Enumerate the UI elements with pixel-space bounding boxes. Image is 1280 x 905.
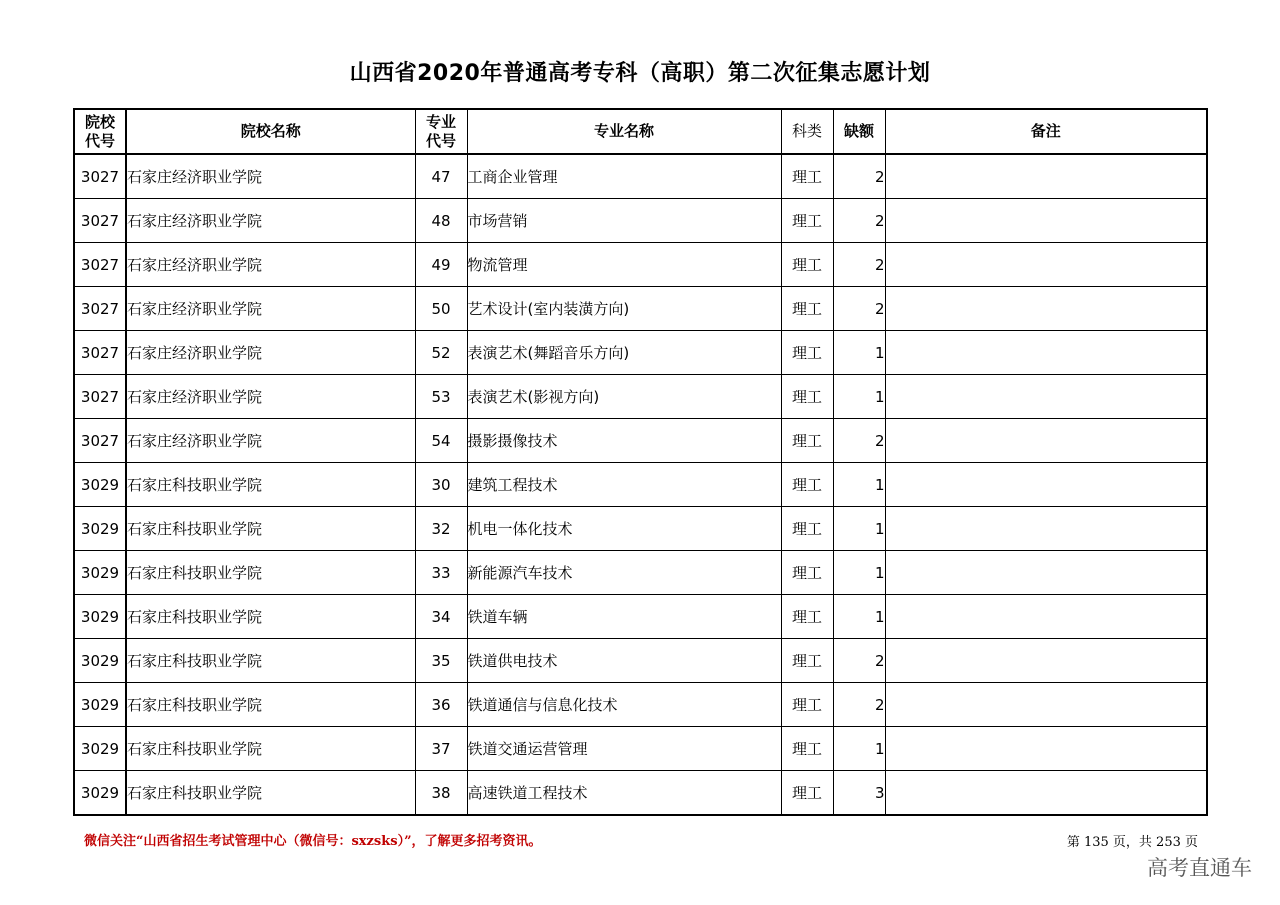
major-name-cell: 摄影摄像技术 xyxy=(467,419,781,463)
remarks-cell xyxy=(885,331,1207,375)
major-name-cell: 铁道车辆 xyxy=(467,595,781,639)
major-name-cell: 物流管理 xyxy=(467,243,781,287)
school-code-cell: 3027 xyxy=(74,243,126,287)
major-code-cell: 53 xyxy=(415,375,467,419)
remarks-cell xyxy=(885,154,1207,199)
table-row xyxy=(74,287,1207,331)
remarks-cell xyxy=(885,243,1207,287)
category-cell: 理工 xyxy=(781,771,833,816)
table-header xyxy=(74,109,1207,154)
school-name-cell: 石家庄经济职业学院 xyxy=(126,243,415,287)
school-name-cell: 石家庄科技职业学院 xyxy=(126,683,415,727)
major-name-cell: 机电一体化技术 xyxy=(467,507,781,551)
footer-wechat-note: 微信关注“山西省招生考试管理中心（微信号：sxzsks）”，了解更多招考资讯。 xyxy=(84,834,542,849)
remarks-cell xyxy=(885,463,1207,507)
category-cell: 理工 xyxy=(781,243,833,287)
major-code-cell: 54 xyxy=(415,419,467,463)
school-name-cell: 石家庄科技职业学院 xyxy=(126,771,415,816)
table-row xyxy=(74,331,1207,375)
school-code-cell: 3027 xyxy=(74,419,126,463)
major-name-cell: 表演艺术(舞蹈音乐方向) xyxy=(467,331,781,375)
remarks-cell xyxy=(885,683,1207,727)
quota-cell: 1 xyxy=(833,595,885,639)
category-cell: 理工 xyxy=(781,463,833,507)
header-row xyxy=(74,109,1207,154)
school-name-cell: 石家庄科技职业学院 xyxy=(126,727,415,771)
table-row xyxy=(74,243,1207,287)
table-row xyxy=(74,683,1207,727)
category-cell: 理工 xyxy=(781,595,833,639)
school-code-cell: 3029 xyxy=(74,639,126,683)
table-row xyxy=(74,419,1207,463)
category-cell: 理工 xyxy=(781,287,833,331)
quota-cell: 2 xyxy=(833,243,885,287)
major-name-cell: 建筑工程技术 xyxy=(467,463,781,507)
quota-cell: 2 xyxy=(833,199,885,243)
school-name-cell: 石家庄经济职业学院 xyxy=(126,287,415,331)
major-name-cell: 艺术设计(室内装潢方向) xyxy=(467,287,781,331)
major-code-cell: 37 xyxy=(415,727,467,771)
category-cell: 理工 xyxy=(781,419,833,463)
quota-cell: 2 xyxy=(833,154,885,199)
header-school-code xyxy=(74,109,126,154)
footer-page-info: 第 135 页，共 253 页 xyxy=(1066,835,1198,850)
quota-cell: 1 xyxy=(833,507,885,551)
quota-cell: 2 xyxy=(833,419,885,463)
school-code-cell: 3029 xyxy=(74,551,126,595)
quota-cell: 2 xyxy=(833,639,885,683)
school-code-cell: 3029 xyxy=(74,683,126,727)
enrollment-plan-table xyxy=(73,108,1208,816)
major-code-cell: 34 xyxy=(415,595,467,639)
school-name-cell: 石家庄经济职业学院 xyxy=(126,154,415,199)
header-category: 科类 xyxy=(781,109,833,154)
school-name-cell: 石家庄经济职业学院 xyxy=(126,199,415,243)
major-name-cell: 铁道交通运营管理 xyxy=(467,727,781,771)
table-row xyxy=(74,375,1207,419)
school-code-cell: 3027 xyxy=(74,375,126,419)
school-code-cell: 3029 xyxy=(74,463,126,507)
remarks-cell xyxy=(885,595,1207,639)
table-row xyxy=(74,727,1207,771)
header-remarks: 备注 xyxy=(885,109,1207,154)
quota-cell: 1 xyxy=(833,463,885,507)
table-row xyxy=(74,551,1207,595)
header-major-code-line1: 专业 xyxy=(425,112,456,131)
school-code-cell: 3027 xyxy=(74,199,126,243)
major-code-cell: 38 xyxy=(415,771,467,816)
quota-cell: 2 xyxy=(833,287,885,331)
major-code-cell: 33 xyxy=(415,551,467,595)
remarks-cell xyxy=(885,199,1207,243)
remarks-cell xyxy=(885,507,1207,551)
school-name-cell: 石家庄科技职业学院 xyxy=(126,507,415,551)
major-code-cell: 35 xyxy=(415,639,467,683)
header-quota: 缺额 xyxy=(833,109,885,154)
school-name-cell: 石家庄科技职业学院 xyxy=(126,639,415,683)
major-name-cell: 市场营销 xyxy=(467,199,781,243)
school-name-cell: 石家庄科技职业学院 xyxy=(126,595,415,639)
quota-cell: 1 xyxy=(833,727,885,771)
school-code-cell: 3029 xyxy=(74,507,126,551)
table-row xyxy=(74,463,1207,507)
quota-cell: 2 xyxy=(833,683,885,727)
school-name-cell: 石家庄科技职业学院 xyxy=(126,551,415,595)
category-cell: 理工 xyxy=(781,727,833,771)
remarks-cell xyxy=(885,287,1207,331)
quota-cell: 1 xyxy=(833,375,885,419)
school-code-cell: 3029 xyxy=(74,727,126,771)
table-row xyxy=(74,199,1207,243)
header-school-code-line1: 院校 xyxy=(84,112,115,131)
category-cell: 理工 xyxy=(781,683,833,727)
header-major-code-line2: 代号 xyxy=(425,131,456,150)
category-cell: 理工 xyxy=(781,507,833,551)
table-row xyxy=(74,639,1207,683)
major-code-cell: 52 xyxy=(415,331,467,375)
table-row xyxy=(74,595,1207,639)
school-code-cell: 3027 xyxy=(74,154,126,199)
watermark-text: 高考直通车 xyxy=(1147,856,1252,880)
table-row xyxy=(74,507,1207,551)
school-code-cell: 3029 xyxy=(74,595,126,639)
category-cell: 理工 xyxy=(781,331,833,375)
remarks-cell xyxy=(885,727,1207,771)
table-row xyxy=(74,154,1207,199)
quota-cell: 1 xyxy=(833,551,885,595)
category-cell: 理工 xyxy=(781,551,833,595)
school-name-cell: 石家庄科技职业学院 xyxy=(126,463,415,507)
school-code-cell: 3027 xyxy=(74,331,126,375)
category-cell: 理工 xyxy=(781,199,833,243)
school-code-cell: 3029 xyxy=(74,771,126,816)
major-code-cell: 50 xyxy=(415,287,467,331)
remarks-cell xyxy=(885,419,1207,463)
quota-cell: 3 xyxy=(833,771,885,816)
major-name-cell: 新能源汽车技术 xyxy=(467,551,781,595)
header-school-code-line2: 代号 xyxy=(84,131,115,150)
remarks-cell xyxy=(885,771,1207,816)
remarks-cell xyxy=(885,375,1207,419)
school-name-cell: 石家庄经济职业学院 xyxy=(126,375,415,419)
major-name-cell: 高速铁道工程技术 xyxy=(467,771,781,816)
category-cell: 理工 xyxy=(781,375,833,419)
major-name-cell: 铁道通信与信息化技术 xyxy=(467,683,781,727)
school-name-cell: 石家庄经济职业学院 xyxy=(126,331,415,375)
header-school-name: 院校名称 xyxy=(126,109,415,154)
table-body xyxy=(74,154,1207,815)
major-code-cell: 30 xyxy=(415,463,467,507)
category-cell: 理工 xyxy=(781,154,833,199)
header-major-name: 专业名称 xyxy=(467,109,781,154)
remarks-cell xyxy=(885,551,1207,595)
major-code-cell: 32 xyxy=(415,507,467,551)
remarks-cell xyxy=(885,639,1207,683)
quota-cell: 1 xyxy=(833,331,885,375)
table-row xyxy=(74,771,1207,816)
major-code-cell: 49 xyxy=(415,243,467,287)
category-cell: 理工 xyxy=(781,639,833,683)
major-code-cell: 47 xyxy=(415,154,467,199)
header-major-code xyxy=(415,109,467,154)
major-code-cell: 48 xyxy=(415,199,467,243)
page-title: 山西省2020年普通高考专科（高职）第二次征集志愿计划 xyxy=(349,61,931,86)
major-name-cell: 工商企业管理 xyxy=(467,154,781,199)
major-name-cell: 铁道供电技术 xyxy=(467,639,781,683)
school-name-cell: 石家庄经济职业学院 xyxy=(126,419,415,463)
major-name-cell: 表演艺术(影视方向) xyxy=(467,375,781,419)
major-code-cell: 36 xyxy=(415,683,467,727)
school-code-cell: 3027 xyxy=(74,287,126,331)
